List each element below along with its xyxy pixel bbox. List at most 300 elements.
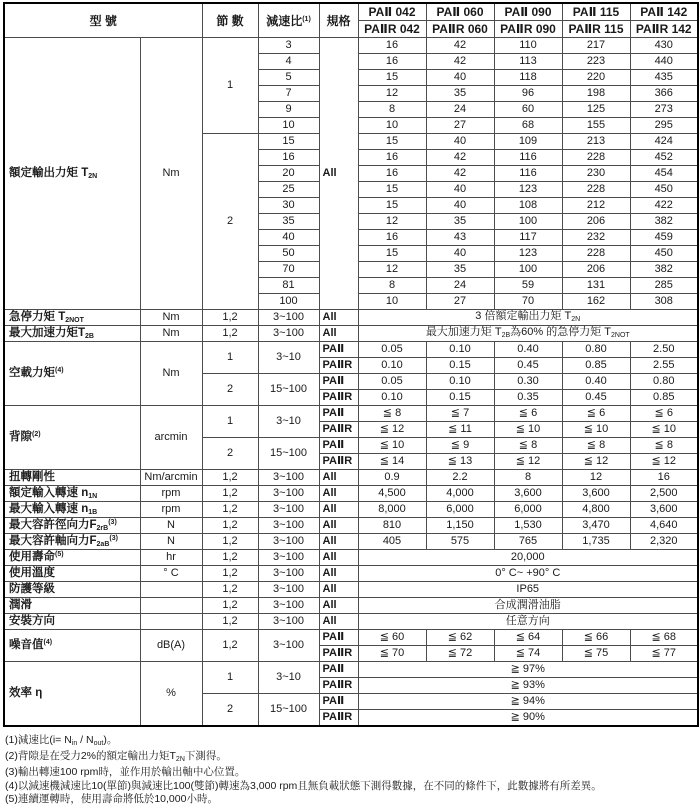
- value-cell: 116: [494, 150, 562, 166]
- unit-cell: rpm: [140, 486, 202, 502]
- value-cell: ≦ 8: [494, 438, 562, 454]
- value-cell: ≦ 72: [426, 646, 494, 662]
- value-cell: ≦ 60: [358, 630, 426, 646]
- value-cell: 1,150: [426, 518, 494, 534]
- value-cell: ≦ 74: [494, 646, 562, 662]
- value-cell: 合成潤滑油脂: [358, 598, 698, 614]
- value-cell: 60: [494, 102, 562, 118]
- spec-cell: All: [319, 566, 358, 582]
- value-cell: 3~100: [258, 550, 319, 566]
- value-cell: 35: [258, 214, 319, 230]
- value-cell: 25: [258, 182, 319, 198]
- value-cell: 15~100: [258, 438, 319, 470]
- value-cell: 24: [426, 102, 494, 118]
- table-row: [4, 518, 698, 534]
- value-cell: 1,2: [202, 630, 258, 662]
- value-cell: ≦ 6: [494, 406, 562, 422]
- value-cell: 273: [630, 102, 698, 118]
- value-cell: 16: [358, 150, 426, 166]
- value-cell: ≦ 6: [630, 406, 698, 422]
- spec-cell: All: [319, 534, 358, 550]
- value-cell: 3~100: [258, 630, 319, 662]
- value-cell: 1,2: [202, 566, 258, 582]
- value-cell: 1: [202, 342, 258, 374]
- row-label-cell: 額定輸出力矩 $T_{2N}$: [4, 38, 140, 310]
- spec-cell: PAⅡ: [319, 662, 358, 678]
- table-row: [4, 3, 698, 21]
- value-cell: 59: [494, 278, 562, 294]
- value-cell: 27: [426, 118, 494, 134]
- value-cell: 12: [358, 262, 426, 278]
- value-cell: 230: [562, 166, 630, 182]
- value-cell: ≦ 13: [426, 454, 494, 470]
- value-cell: 0.40: [494, 342, 562, 358]
- value-cell: ≦ 64: [494, 630, 562, 646]
- value-cell: 6,000: [426, 502, 494, 518]
- unit-cell: Nm: [140, 38, 202, 310]
- value-cell: 3~100: [258, 502, 319, 518]
- value-cell: ≦ 68: [630, 630, 698, 646]
- header-cell: 型 號: [4, 3, 202, 38]
- header-cell: 節 數: [202, 3, 258, 38]
- value-cell: 1: [202, 406, 258, 438]
- value-cell: 8: [358, 102, 426, 118]
- value-cell: 4,500: [358, 486, 426, 502]
- value-cell: 228: [562, 182, 630, 198]
- value-cell: 0.15: [426, 390, 494, 406]
- value-cell: 440: [630, 54, 698, 70]
- value-cell: 217: [562, 38, 630, 54]
- value-cell: 10: [358, 294, 426, 310]
- value-cell: 0.05: [358, 342, 426, 358]
- value-cell: 198: [562, 86, 630, 102]
- value-cell: 3~100: [258, 582, 319, 598]
- value-cell: 43: [426, 230, 494, 246]
- row-label-cell: 急停力矩 $T_{2NOT}$: [4, 310, 140, 326]
- value-cell: 220: [562, 70, 630, 86]
- row-label-cell: 使用壽命$^{(5)}$: [4, 550, 140, 566]
- spec-cell: PAⅡ: [319, 694, 358, 710]
- value-cell: 16: [358, 54, 426, 70]
- value-cell: 118: [494, 70, 562, 86]
- value-cell: 1,2: [202, 310, 258, 326]
- header-cell: PAⅡR 090: [494, 21, 562, 38]
- spec-cell: PAⅡR: [319, 678, 358, 694]
- value-cell: 40: [426, 182, 494, 198]
- unit-cell: dB(A): [140, 630, 202, 662]
- value-cell: 8: [358, 278, 426, 294]
- value-cell: 3~100: [258, 598, 319, 614]
- value-cell: 2: [202, 374, 258, 406]
- value-cell: 2: [202, 694, 258, 727]
- value-cell: 0.80: [562, 342, 630, 358]
- value-cell: 20: [258, 166, 319, 182]
- value-cell: 155: [562, 118, 630, 134]
- value-cell: 109: [494, 134, 562, 150]
- value-cell: 100: [494, 262, 562, 278]
- spec-cell: PAⅡR: [319, 710, 358, 727]
- value-cell: 9: [258, 102, 319, 118]
- footnote: (3)輸出轉速100 rpm時，並作用於輸出軸中心位置。: [5, 766, 246, 779]
- value-cell: 113: [494, 54, 562, 70]
- value-cell: 3,600: [562, 486, 630, 502]
- unit-cell: Nm: [140, 326, 202, 342]
- value-cell: 12: [358, 214, 426, 230]
- value-cell: ≦ 14: [358, 454, 426, 470]
- unit-cell: rpm: [140, 502, 202, 518]
- value-cell: 4,800: [562, 502, 630, 518]
- value-cell: 3~10: [258, 406, 319, 438]
- value-cell: 2: [202, 438, 258, 470]
- unit-cell: ° C: [140, 566, 202, 582]
- unit-cell: Nm/arcmin: [140, 470, 202, 486]
- value-cell: 295: [630, 118, 698, 134]
- value-cell: 35: [426, 214, 494, 230]
- value-cell: 212: [562, 198, 630, 214]
- value-cell: 162: [562, 294, 630, 310]
- value-cell: ≦ 8: [630, 438, 698, 454]
- value-cell: 70: [258, 262, 319, 278]
- spec-cell: PAⅡR: [319, 646, 358, 662]
- table-row: [4, 662, 698, 678]
- value-cell: ≦ 12: [630, 454, 698, 470]
- value-cell: ≧ 93%: [358, 678, 698, 694]
- value-cell: 15~100: [258, 374, 319, 406]
- spec-cell: All: [319, 518, 358, 534]
- table-row: [4, 502, 698, 518]
- table-row: [4, 310, 698, 326]
- value-cell: ≦ 8: [358, 406, 426, 422]
- header-cell: PAⅡR 142: [630, 21, 698, 38]
- value-cell: 3,600: [630, 502, 698, 518]
- value-cell: ≧ 94%: [358, 694, 698, 710]
- header-cell: PAⅡ 060: [426, 3, 494, 21]
- value-cell: ≧ 90%: [358, 710, 698, 727]
- unit-cell: Nm: [140, 342, 202, 406]
- row-label-cell: 效率 η: [4, 662, 140, 727]
- row-label-cell: 最大容許徑向力$F_{2rB}^{(3)}$: [4, 518, 140, 534]
- value-cell: 15: [358, 246, 426, 262]
- value-cell: ≦ 10: [358, 438, 426, 454]
- value-cell: ≦ 6: [562, 406, 630, 422]
- value-cell: 424: [630, 134, 698, 150]
- value-cell: ≦ 8: [562, 438, 630, 454]
- value-cell: 366: [630, 86, 698, 102]
- footnotes: [3, 734, 697, 806]
- value-cell: 15: [358, 70, 426, 86]
- table-row: [4, 582, 698, 598]
- value-cell: 0.10: [358, 358, 426, 374]
- value-cell: 0.45: [494, 358, 562, 374]
- value-cell: 3,470: [562, 518, 630, 534]
- spec-cell: PAⅡ: [319, 374, 358, 390]
- unit-cell: [140, 598, 202, 614]
- value-cell: 405: [358, 534, 426, 550]
- value-cell: 3,600: [494, 486, 562, 502]
- value-cell: 3~10: [258, 662, 319, 694]
- value-cell: 15: [358, 134, 426, 150]
- value-cell: 1,2: [202, 470, 258, 486]
- row-label-cell: 最大加速力矩$T_{2B}$: [4, 326, 140, 342]
- value-cell: 1,2: [202, 614, 258, 630]
- value-cell: 15: [358, 182, 426, 198]
- unit-cell: [140, 614, 202, 630]
- value-cell: 16: [358, 38, 426, 54]
- value-cell: 123: [494, 182, 562, 198]
- value-cell: ≦ 10: [562, 422, 630, 438]
- value-cell: 3~100: [258, 310, 319, 326]
- value-cell: 12: [562, 470, 630, 486]
- value-cell: 1,2: [202, 518, 258, 534]
- value-cell: 228: [562, 246, 630, 262]
- row-label-cell: 空載力矩$^{(4)}$: [4, 342, 140, 406]
- spec-cell: All: [319, 470, 358, 486]
- value-cell: 232: [562, 230, 630, 246]
- value-cell: ≦ 77: [630, 646, 698, 662]
- unit-cell: arcmin: [140, 406, 202, 470]
- unit-cell: %: [140, 662, 202, 727]
- value-cell: 228: [562, 150, 630, 166]
- value-cell: 3~100: [258, 518, 319, 534]
- value-cell: 4,640: [630, 518, 698, 534]
- spec-cell: All: [319, 38, 358, 310]
- spec-cell: PAⅡR: [319, 422, 358, 438]
- value-cell: 382: [630, 262, 698, 278]
- value-cell: 0.35: [494, 390, 562, 406]
- value-cell: 35: [426, 262, 494, 278]
- value-cell: 459: [630, 230, 698, 246]
- value-cell: 3~100: [258, 486, 319, 502]
- value-cell: 3: [258, 38, 319, 54]
- value-cell: 0.85: [562, 358, 630, 374]
- row-label-cell: 防護等級: [4, 582, 140, 598]
- value-cell: 2.2: [426, 470, 494, 486]
- spec-cell: PAⅡR: [319, 358, 358, 374]
- unit-cell: hr: [140, 550, 202, 566]
- value-cell: 任意方向: [358, 614, 698, 630]
- unit-cell: N: [140, 534, 202, 550]
- table-row: [4, 486, 698, 502]
- value-cell: 40: [426, 246, 494, 262]
- value-cell: 35: [426, 86, 494, 102]
- value-cell: 2,500: [630, 486, 698, 502]
- value-cell: 1,2: [202, 534, 258, 550]
- value-cell: 8: [494, 470, 562, 486]
- header-cell: PAⅡR 115: [562, 21, 630, 38]
- value-cell: 0.15: [426, 358, 494, 374]
- value-cell: 116: [494, 166, 562, 182]
- value-cell: 213: [562, 134, 630, 150]
- value-cell: ≦ 75: [562, 646, 630, 662]
- value-cell: 206: [562, 214, 630, 230]
- value-cell: ≦ 10: [494, 422, 562, 438]
- value-cell: ≦ 11: [426, 422, 494, 438]
- spec-cell: All: [319, 310, 358, 326]
- value-cell: 3~10: [258, 342, 319, 374]
- value-cell: 131: [562, 278, 630, 294]
- table-row: [4, 326, 698, 342]
- table-row: [4, 614, 698, 630]
- table-row: [4, 550, 698, 566]
- table-row: [4, 630, 698, 646]
- value-cell: 1,2: [202, 502, 258, 518]
- value-cell: 81: [258, 278, 319, 294]
- table-row: [4, 598, 698, 614]
- value-cell: 5: [258, 70, 319, 86]
- value-cell: 450: [630, 182, 698, 198]
- value-cell: 810: [358, 518, 426, 534]
- spec-cell: PAⅡ: [319, 406, 358, 422]
- value-cell: 3~100: [258, 614, 319, 630]
- spec-cell: All: [319, 598, 358, 614]
- spec-cell: PAⅡR: [319, 390, 358, 406]
- row-label-cell: 扭轉剛性: [4, 470, 140, 486]
- value-cell: 40: [426, 70, 494, 86]
- value-cell: 6,000: [494, 502, 562, 518]
- value-cell: 42: [426, 54, 494, 70]
- value-cell: 50: [258, 246, 319, 262]
- value-cell: 16: [358, 166, 426, 182]
- value-cell: 3 倍額定輸出力矩 $T_{2N}$: [358, 310, 698, 326]
- value-cell: 435: [630, 70, 698, 86]
- header-cell: PAⅡR 042: [358, 21, 426, 38]
- value-cell: 454: [630, 166, 698, 182]
- spec-cell: All: [319, 502, 358, 518]
- unit-cell: N: [140, 518, 202, 534]
- value-cell: 70: [494, 294, 562, 310]
- spec-cell: All: [319, 486, 358, 502]
- table-row: [4, 534, 698, 550]
- value-cell: 3~100: [258, 566, 319, 582]
- header-cell: PAⅡ 142: [630, 3, 698, 21]
- spec-cell: All: [319, 614, 358, 630]
- value-cell: 0.10: [358, 390, 426, 406]
- table-row: [4, 470, 698, 486]
- value-cell: 10: [358, 118, 426, 134]
- value-cell: 10: [258, 118, 319, 134]
- value-cell: 42: [426, 150, 494, 166]
- value-cell: 123: [494, 246, 562, 262]
- unit-cell: Nm: [140, 310, 202, 326]
- value-cell: 2: [202, 134, 258, 310]
- value-cell: 1,735: [562, 534, 630, 550]
- value-cell: 125: [562, 102, 630, 118]
- spec-cell: PAⅡ: [319, 630, 358, 646]
- value-cell: 0.9: [358, 470, 426, 486]
- value-cell: 8,000: [358, 502, 426, 518]
- value-cell: 3~100: [258, 326, 319, 342]
- spec-cell: PAⅡ: [319, 438, 358, 454]
- value-cell: 42: [426, 166, 494, 182]
- value-cell: 15: [358, 198, 426, 214]
- value-cell: 27: [426, 294, 494, 310]
- row-label-cell: 噪音值$^{(4)}$: [4, 630, 140, 662]
- spec-cell: PAⅡ: [319, 342, 358, 358]
- value-cell: 16: [630, 470, 698, 486]
- value-cell: 100: [258, 294, 319, 310]
- value-cell: 0.85: [630, 390, 698, 406]
- value-cell: ≦ 7: [426, 406, 494, 422]
- value-cell: ≧ 97%: [358, 662, 698, 678]
- value-cell: 1: [202, 38, 258, 134]
- value-cell: 1: [202, 662, 258, 694]
- value-cell: 117: [494, 230, 562, 246]
- value-cell: ≦ 12: [562, 454, 630, 470]
- unit-cell: [140, 582, 202, 598]
- value-cell: 12: [358, 86, 426, 102]
- value-cell: 1,2: [202, 326, 258, 342]
- value-cell: 3~100: [258, 534, 319, 550]
- value-cell: 422: [630, 198, 698, 214]
- spec-cell: PAⅡR: [319, 454, 358, 470]
- value-cell: 2.50: [630, 342, 698, 358]
- header-cell: PAⅡ 090: [494, 3, 562, 21]
- footnote: (4)以減速機減速比10(單節)與減速比100(雙節)轉速為3,000 rpm且無負載狀態下測得數據，在不同的條件下，此數據將有所差異。: [5, 779, 602, 792]
- value-cell: 1,530: [494, 518, 562, 534]
- value-cell: 4,000: [426, 486, 494, 502]
- row-label-cell: 最大容許軸向力$F_{2aB}^{(3)}$: [4, 534, 140, 550]
- footnote: (1)減速比$(i= N_{in} / N_{out})$。: [5, 734, 118, 747]
- value-cell: 285: [630, 278, 698, 294]
- value-cell: 20,000: [358, 550, 698, 566]
- value-cell: 1,2: [202, 550, 258, 566]
- row-label-cell: 潤滑: [4, 598, 140, 614]
- value-cell: 0.40: [562, 374, 630, 390]
- value-cell: 0.45: [562, 390, 630, 406]
- header-cell: PAⅡ 042: [358, 3, 426, 21]
- value-cell: 96: [494, 86, 562, 102]
- row-label-cell: 最大輸入轉速 $n_{1B}$: [4, 502, 140, 518]
- value-cell: 16: [258, 150, 319, 166]
- value-cell: 765: [494, 534, 562, 550]
- value-cell: 42: [426, 38, 494, 54]
- value-cell: 2,320: [630, 534, 698, 550]
- row-label-cell: 安裝方向: [4, 614, 140, 630]
- value-cell: ≦ 9: [426, 438, 494, 454]
- value-cell: 40: [258, 230, 319, 246]
- value-cell: 7: [258, 86, 319, 102]
- value-cell: 0.05: [358, 374, 426, 390]
- value-cell: 308: [630, 294, 698, 310]
- value-cell: 15~100: [258, 694, 319, 727]
- value-cell: 0.80: [630, 374, 698, 390]
- value-cell: 223: [562, 54, 630, 70]
- value-cell: 0.30: [494, 374, 562, 390]
- spec-cell: All: [319, 582, 358, 598]
- table-row: [4, 406, 698, 422]
- row-label-cell: 使用溫度: [4, 566, 140, 582]
- value-cell: ≦ 10: [630, 422, 698, 438]
- value-cell: 452: [630, 150, 698, 166]
- spec-cell: All: [319, 550, 358, 566]
- header-cell: PAⅡR 060: [426, 21, 494, 38]
- row-label-cell: 背隙$^{(2)}$: [4, 406, 140, 470]
- value-cell: 68: [494, 118, 562, 134]
- spec-cell: All: [319, 326, 358, 342]
- value-cell: 16: [358, 230, 426, 246]
- header-cell: 規格: [319, 3, 358, 38]
- value-cell: 24: [426, 278, 494, 294]
- value-cell: 4: [258, 54, 319, 70]
- table-row: [4, 38, 698, 54]
- footnote: (2)背隙是在受力2%的額定輸出力矩$T_{2N}$下測得。: [5, 750, 227, 764]
- value-cell: 0.10: [426, 374, 494, 390]
- value-cell: 40: [426, 134, 494, 150]
- value-cell: 100: [494, 214, 562, 230]
- value-cell: 15: [258, 134, 319, 150]
- value-cell: ≦ 12: [494, 454, 562, 470]
- footnote: (5)連續運轉時，使用壽命將低於10,000小時。: [5, 792, 218, 805]
